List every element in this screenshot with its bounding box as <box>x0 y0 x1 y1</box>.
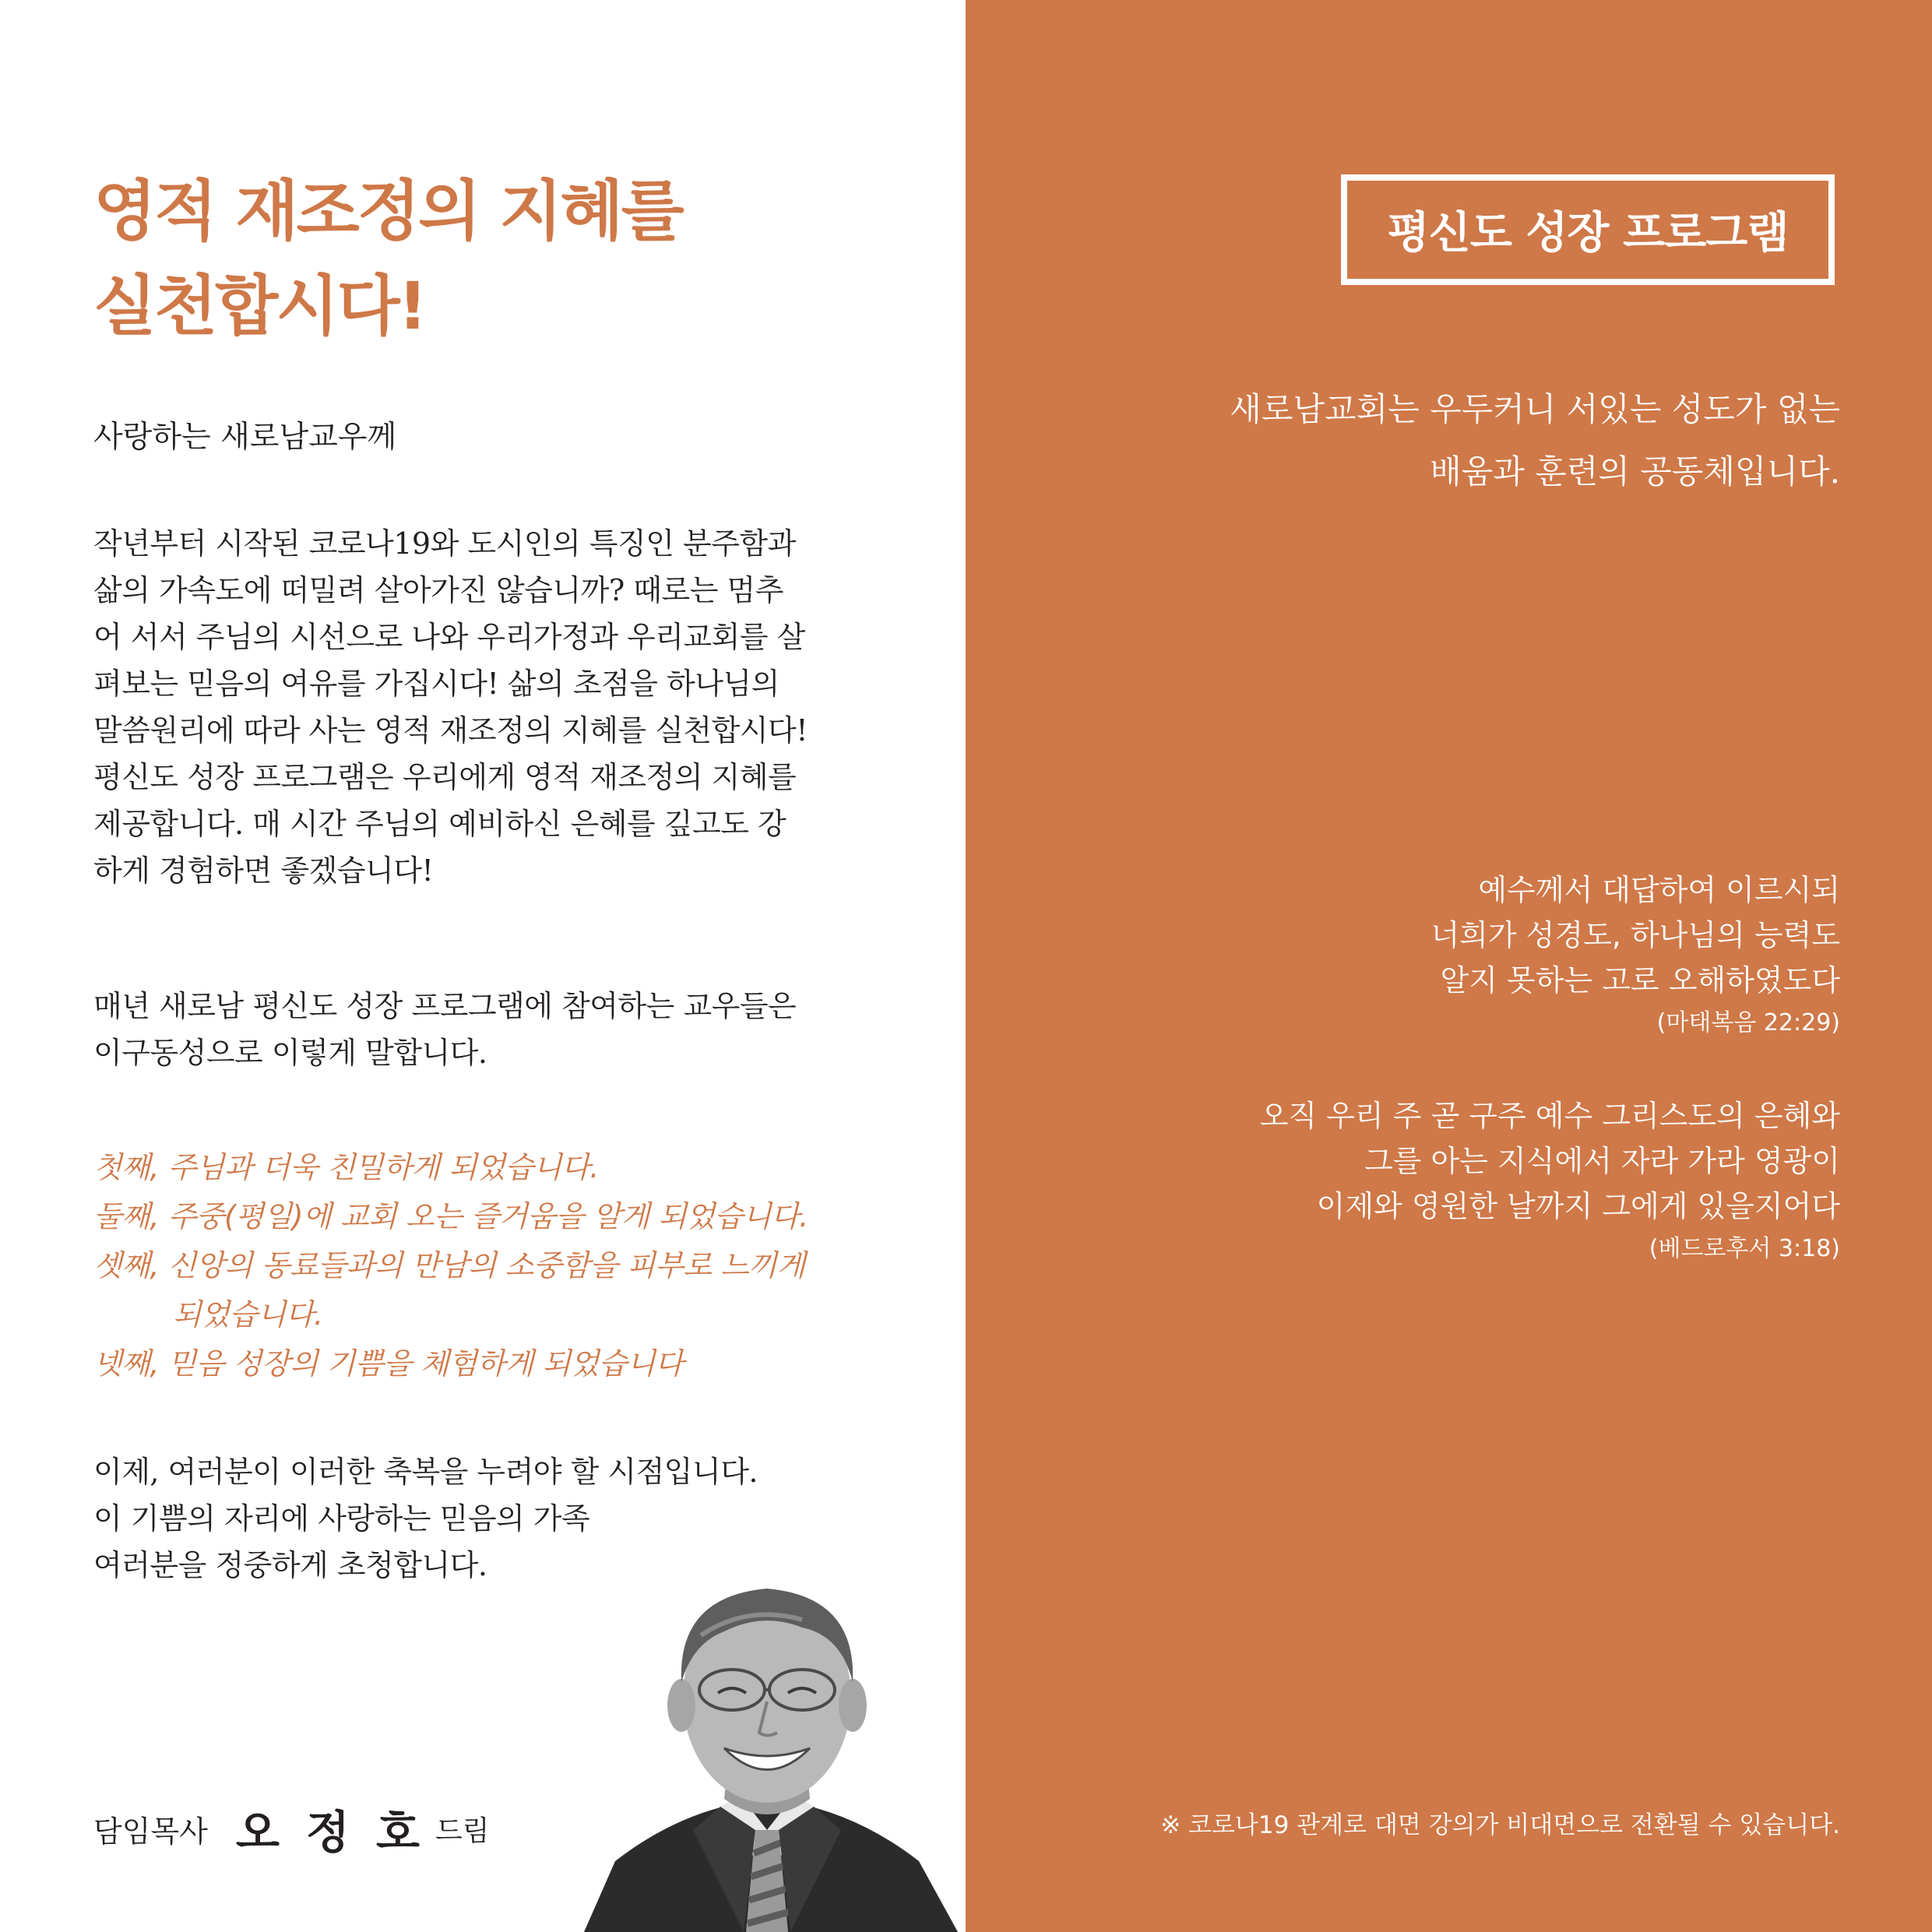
letter-paragraph-2 <box>93 983 872 1076</box>
headline-line: 실천합시다! <box>93 268 426 344</box>
paragraph-line: 작년부터 시작된 코로나19와 도시인의 특징인 분주함과 <box>93 526 796 561</box>
signature <box>93 1796 490 1861</box>
verse-line: 예수께서 대답하여 이르시되 <box>1478 873 1840 907</box>
paragraph-line: 제공합니다. 매 시간 주님의 예비하신 은혜를 깊고도 강 <box>93 807 787 841</box>
covid-notice: ※ 코로나19 관계로 대면 강의가 비대면으로 전환될 수 있습니다. <box>1160 1811 1840 1839</box>
paragraph-line: 말씀원리에 따라 사는 영적 재조정의 지혜를 실천합시다! <box>93 713 808 748</box>
greeting: 사랑하는 새로남교우께 <box>93 420 397 455</box>
benefit-item: 둘째, 주중(평일)에 교회 오는 즐거움을 알게 되었습니다. <box>93 1199 808 1233</box>
intro-line: 배움과 훈련의 공동체입니다. <box>1430 452 1840 491</box>
paragraph-line: 평신도 성장 프로그램은 우리에게 영적 재조정의 지혜를 <box>93 760 797 794</box>
paragraph-line: 하게 경험하면 좋겠습니다! <box>93 853 434 888</box>
verse-reference: (베드로후서 3:18) <box>1649 1235 1840 1262</box>
program-title: 평신도 성장 프로그램 <box>1387 208 1789 259</box>
verse-line: 이제와 영원한 날까지 그에게 있을지어다 <box>1316 1189 1840 1223</box>
benefit-item-continuation: 되었습니다. <box>173 1297 323 1332</box>
paragraph-line: 이제, 여러분이 이러한 축복을 누려야 할 시점입니다. <box>93 1455 758 1489</box>
signature-suffix: 드림 <box>435 1814 490 1847</box>
benefit-item: 넷째, 믿음 성장의 기쁨을 체험하게 되었습니다 <box>93 1346 684 1381</box>
verse-line: 그를 아는 지식에서 자라 가라 영광이 <box>1364 1144 1840 1178</box>
intro-line: 새로남교회는 우두커니 서있는 성도가 없는 <box>1230 390 1840 428</box>
paragraph-line: 이 기쁨의 자리에 사랑하는 믿음의 가족 <box>93 1501 590 1536</box>
pastor-portrait <box>568 1550 966 1932</box>
program-title-box <box>1341 174 1835 285</box>
signature-title: 담임목사 <box>93 1814 208 1849</box>
benefit-item: 셋째, 신앙의 동료들과의 만남의 소중함을 피부로 느끼게 <box>93 1248 805 1283</box>
paragraph-line: 여러분을 정중하게 초청합니다. <box>93 1548 487 1582</box>
paragraph-line: 이구동성으로 이렇게 말합니다. <box>93 1036 487 1070</box>
bible-verse-2 <box>1139 1093 1840 1269</box>
benefit-item: 첫째, 주님과 더욱 친밀하게 되었습니다. <box>93 1150 599 1184</box>
verse-line: 너희가 성경도, 하나님의 능력도 <box>1431 918 1840 952</box>
bible-verse-1 <box>1139 867 1840 1043</box>
verse-line: 알지 못하는 고로 오해하였도다 <box>1440 963 1840 998</box>
church-intro <box>1139 378 1840 503</box>
paragraph-line: 매년 새로남 평신도 성장 프로그램에 참여하는 교우들은 <box>93 989 797 1023</box>
verse-line: 오직 우리 주 곧 구주 예수 그리스도의 은혜와 <box>1259 1099 1840 1133</box>
paragraph-line: 삶의 가속도에 떠밀려 살아가진 않습니까? 때로는 멈추 <box>93 573 783 607</box>
paragraph-line: 어 서서 주님의 시선으로 나와 우리가정과 우리교회를 살 <box>93 620 805 654</box>
benefit-list <box>93 1143 919 1388</box>
verse-reference: (마태복음 22:29) <box>1656 1009 1840 1036</box>
headline <box>93 164 919 354</box>
signature-name: 오정호 <box>235 1806 446 1859</box>
paragraph-line: 펴보는 믿음의 여유를 가집시다! 삶의 초점을 하나님의 <box>93 667 779 701</box>
headline-line: 영적 재조정의 지혜를 <box>93 173 682 249</box>
letter-paragraph-1 <box>93 520 872 894</box>
